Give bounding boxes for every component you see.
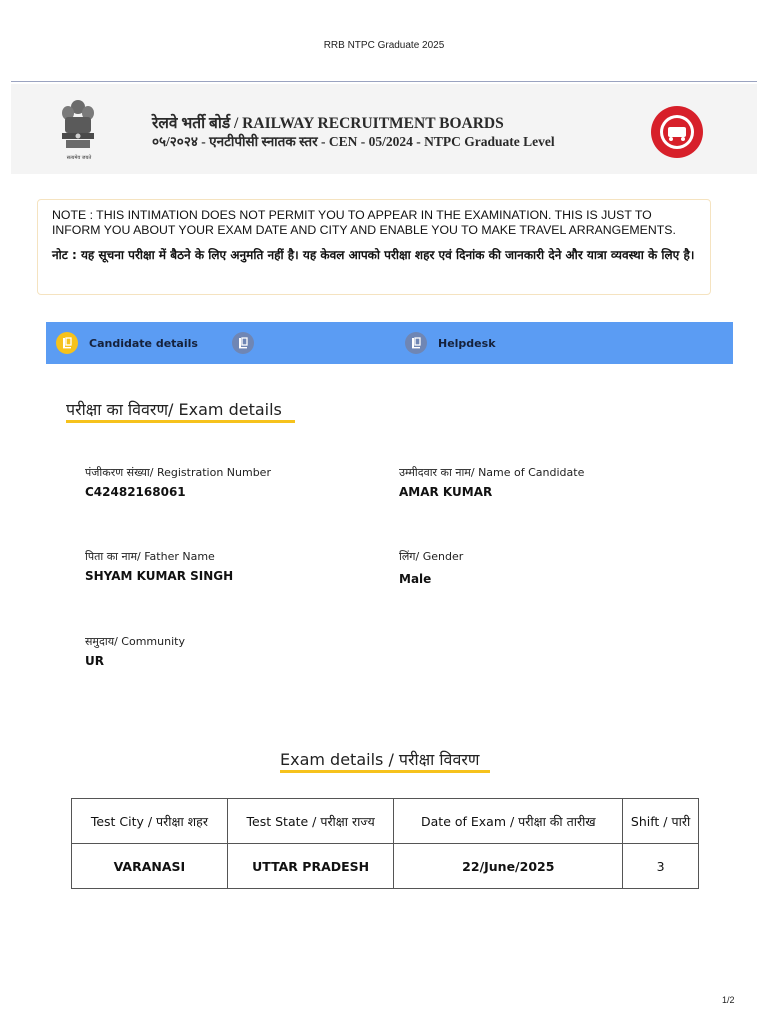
tab-second[interactable] — [232, 322, 265, 364]
tab-helpdesk[interactable] — [405, 322, 496, 364]
card-icon — [232, 332, 254, 354]
exam-details-table — [71, 798, 699, 889]
exam-date-value: 22/June/2025 — [394, 844, 623, 889]
top-divider — [11, 81, 757, 82]
note-english: NOTE : THIS INTIMATION DOES NOT PERMIT YOU TO APPEAR IN THE EXAMINATION. THIS IS JUST TO INFORM YOU ABOUT YOUR EXAM DATE AND CITY AND ENABLE YOU TO MAKE TRAVEL ARRANGEMENTS. — [52, 208, 676, 237]
shift-header: Shift / पारी — [623, 799, 699, 844]
registration-label: पंजीकरण संख्या/ Registration Number — [85, 466, 271, 479]
shift-value: 3 — [623, 844, 699, 889]
father-name-value: SHYAM KUMAR SINGH — [85, 569, 234, 583]
national-emblem-icon — [56, 97, 100, 163]
tab-label: Helpdesk — [438, 336, 496, 350]
candidate-name-value: AMAR KUMAR — [399, 485, 493, 499]
section-underline — [66, 420, 295, 423]
test-city-header: Test City / परीक्षा शहर — [72, 799, 228, 844]
document-title: RRB NTPC Graduate 2025 — [323, 40, 445, 51]
test-city-value: VARANASI — [72, 844, 228, 889]
test-state-header: Test State / परीक्षा राज्य — [227, 799, 394, 844]
table-row — [72, 844, 699, 889]
test-state-value: UTTAR PRADESH — [227, 844, 394, 889]
board-name: रेलवे भर्ती बोर्ड / RAILWAY RECRUITMENT BOARDS — [152, 115, 504, 132]
registration-value: C42482168061 — [85, 485, 186, 499]
exam-date-header: Date of Exam / परीक्षा की तारीख — [394, 799, 623, 844]
tab-bar — [46, 322, 733, 364]
community-label: समुदाय/ Community — [85, 635, 185, 648]
card-icon — [405, 332, 427, 354]
tab-label: Candidate details — [89, 336, 198, 350]
father-name-label: पिता का नाम/ Father Name — [85, 550, 215, 563]
candidate-section-title: परीक्षा का विवरण/ Exam details — [66, 400, 282, 419]
note-hindi: नोट : यह सूचना परीक्षा में बैठने के लिए अनुमति नहीं है। यह केवल आपको परीक्षा शहर एवं दिनांक की जानकारी देने और यात्रा व्यवस्था के लिए है। — [52, 248, 695, 262]
gender-label: लिंग/ Gender — [399, 550, 464, 563]
emblem-caption: सत्यमेव जयते — [66, 155, 92, 161]
candidate-name-label: उम्मीदवार का नाम/ Name of Candidate — [399, 466, 585, 479]
page-number: 1/2 — [722, 995, 735, 1005]
tab-candidate-details[interactable] — [56, 322, 198, 364]
community-value: UR — [85, 654, 104, 668]
exam-level: ०५/२०२४ - एनटीपीसी स्नातक स्तर - CEN - 05/2024 - NTPC Graduate Level — [152, 134, 555, 149]
section-underline — [280, 770, 490, 773]
indian-railways-logo-icon — [650, 105, 704, 159]
intimation-note — [37, 199, 711, 295]
table-header-row — [72, 799, 699, 844]
gender-value: Male — [399, 572, 432, 586]
card-icon — [56, 332, 78, 354]
exam-section-title: Exam details / परीक्षा विवरण — [280, 750, 480, 769]
